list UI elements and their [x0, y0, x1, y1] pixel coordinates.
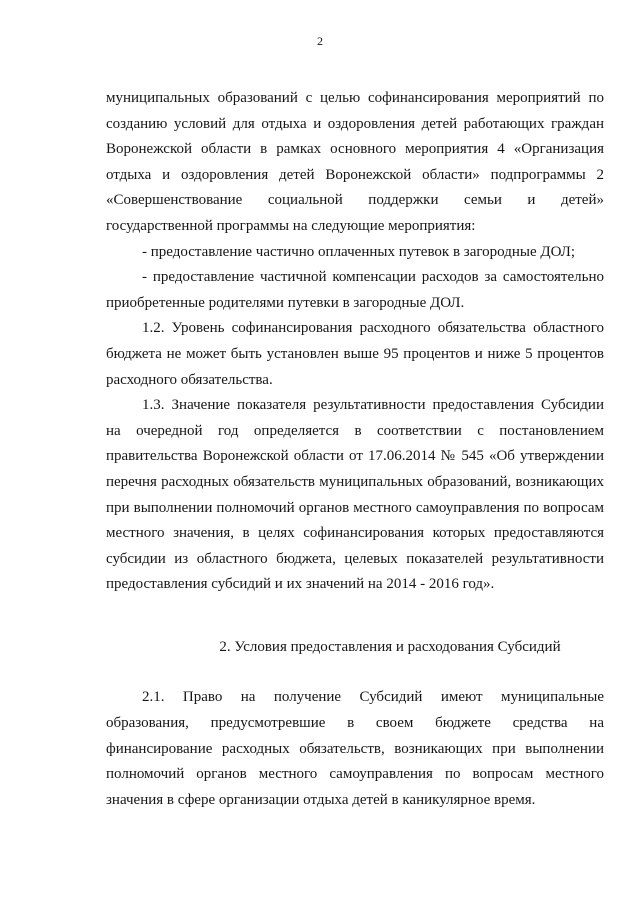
text-line: отдыха и оздоровления детей Воронежской области» подпрограммы 2: [106, 166, 604, 183]
text-line: «Совершенствование социальной поддержки семьи и детей»: [106, 192, 604, 209]
text-line: местного значения, в целях софинансирования которых предоставляются: [106, 525, 604, 542]
text-line: бюджета не может быть установлен выше 95 процентов и ниже 5 процентов: [106, 345, 604, 362]
text-line: Воронежской области в рамках основного мероприятия 4 «Организация: [106, 141, 604, 158]
page-number: 2: [317, 34, 323, 48]
spacer: [106, 598, 604, 635]
paragraph-1-2: [106, 316, 604, 393]
text-line: при выполнении полномочий органов местного самоуправления по вопросам: [106, 499, 604, 516]
text-line: полномочий органов местного самоуправления по вопросам местного: [106, 766, 604, 783]
spacer: [106, 660, 604, 685]
bullet-list: [106, 240, 604, 317]
text-line: образования, предусмотревшие в своем бюджете средства на: [106, 715, 604, 732]
paragraph-2-1: [106, 685, 604, 813]
text-line: на очередной год определяется в соответствии с постановлением: [106, 422, 604, 439]
text-line: субсидии из областного бюджета, целевых показателей результативности: [106, 550, 604, 567]
text-line: приобретенные родителями путевки в загородные ДОЛ.: [106, 294, 465, 311]
text-line: правительства Воронежской области от 17.06.2014 № 545 «Об утверждении: [106, 448, 604, 465]
text-line: предоставления субсидий и их значений на 2014 - 2016 год».: [106, 576, 495, 593]
text-line: финансирование расходных обязательств, возникающих при выполнении: [106, 740, 604, 757]
text-line: 2.1. Право на получение Субсидий имеют муниципальные: [142, 689, 604, 706]
bullet-item: - предоставление частично оплаченных путевок в загородные ДОЛ;: [142, 243, 576, 260]
text-line: 1.2. Уровень софинансирования расходного обязательства областного: [142, 320, 604, 337]
text-line: муниципальных образований с целью софинансирования мероприятий по: [106, 90, 604, 106]
section-heading: 2. Условия предоставления и расходования Субсидий: [219, 638, 561, 655]
text-line: значения в сфере организации отдыха детей в каникулярное время.: [106, 791, 536, 808]
document-body: [106, 86, 604, 813]
text-line: 1.3. Значение показателя результативности предоставления Субсидии: [142, 397, 604, 414]
text-line: созданию условий для отдыха и оздоровления детей работающих граждан: [106, 115, 604, 132]
text-line: государственной программы на следующие мероприятия:: [106, 217, 476, 234]
text-line: перечня расходных обязательств муниципальных образований, возникающих: [106, 473, 604, 490]
text-line: расходного обязательства.: [106, 371, 273, 388]
paragraph-1-3: [106, 393, 604, 598]
bullet-item: - предоставление частичной компенсации расходов за самостоятельно: [142, 269, 604, 286]
paragraph-1-1-continuation: [106, 86, 604, 240]
